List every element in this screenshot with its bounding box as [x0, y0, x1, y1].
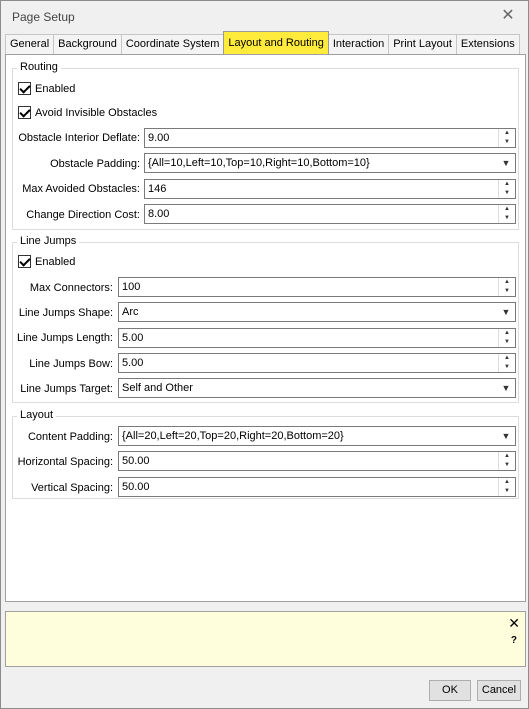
help-question-icon[interactable]: ? — [510, 635, 517, 646]
horizontal-spacing-stepper[interactable] — [118, 451, 516, 471]
line-jumps-bow-label: Line Jumps Bow: — [29, 358, 113, 370]
spinner-arrows-icon[interactable]: ▲ ▼ — [498, 452, 515, 470]
checkmark-icon — [18, 106, 31, 119]
routing-enabled-checkbox[interactable] — [18, 82, 75, 95]
line-jumps-length-value: 5.00 — [122, 332, 144, 344]
line-jumps-length-label: Line Jumps Length: — [16, 332, 113, 344]
spinner-arrows-icon[interactable]: ▲ ▼ — [498, 329, 515, 347]
tab-extensions[interactable]: Extensions — [456, 34, 520, 54]
line-jumps-shape-value: Arc — [122, 306, 139, 318]
line-jumps-group-title: Line Jumps — [17, 235, 79, 247]
window-title: Page Setup — [12, 10, 75, 24]
line-jumps-target-value: Self and Other — [122, 382, 193, 394]
horizontal-spacing-label: Horizontal Spacing: — [17, 456, 113, 468]
max-connectors-label: Max Connectors: — [29, 282, 113, 294]
routing-group-title: Routing — [17, 61, 61, 73]
obstacle-deflate-stepper[interactable] — [144, 128, 516, 148]
chevron-down-icon: ▼ — [501, 383, 511, 393]
ok-button[interactable]: OK — [429, 680, 471, 701]
obstacle-padding-value: {All=10,Left=10,Top=10,Right=10,Bottom=10} — [148, 157, 370, 169]
avoid-invisible-obstacles-label: Avoid Invisible Obstacles — [35, 106, 158, 119]
line-jumps-bow-value: 5.00 — [122, 357, 144, 369]
layout-group-title: Layout — [17, 409, 56, 421]
content-padding-label: Content Padding: — [27, 431, 113, 443]
change-direction-cost-value: 8.00 — [148, 208, 170, 220]
chevron-down-icon: ▼ — [501, 431, 511, 441]
chevron-down-icon: ▼ — [501, 158, 511, 168]
routing-enabled-label: Enabled — [35, 82, 76, 95]
obstacle-deflate-value: 9.00 — [148, 132, 170, 144]
spinner-arrows-icon[interactable]: ▲ ▼ — [498, 478, 515, 496]
spinner-arrows-icon[interactable]: ▲ ▼ — [498, 278, 515, 296]
tab-interaction[interactable]: Interaction — [328, 34, 389, 54]
spinner-arrows-icon[interactable]: ▲ ▼ — [498, 129, 515, 147]
spinner-arrows-icon[interactable]: ▲ ▼ — [498, 354, 515, 372]
checkmark-icon — [18, 82, 31, 95]
chevron-down-icon: ▼ — [501, 307, 511, 317]
horizontal-spacing-value: 50.00 — [122, 455, 150, 467]
tab-background[interactable]: Background — [53, 34, 122, 54]
tab-coordinate-system[interactable]: Coordinate System — [121, 34, 225, 54]
close-icon[interactable]: ✕ — [501, 7, 515, 24]
help-panel — [5, 611, 526, 667]
checkmark-icon — [18, 255, 31, 268]
line-jumps-target-label: Line Jumps Target: — [20, 383, 113, 395]
max-avoided-obstacles-label: Max Avoided Obstacles: — [22, 183, 140, 195]
change-direction-cost-label: Change Direction Cost: — [26, 209, 140, 221]
content-padding-value: {All=20,Left=20,Top=20,Right=20,Bottom=20} — [122, 430, 344, 442]
max-connectors-stepper[interactable] — [118, 277, 516, 297]
line-jumps-shape-dropdown[interactable] — [118, 302, 516, 322]
close-help-icon[interactable]: ✕ — [508, 615, 520, 631]
tab-print-layout[interactable]: Print Layout — [388, 34, 457, 54]
max-connectors-value: 100 — [122, 281, 141, 293]
vertical-spacing-value: 50.00 — [122, 481, 150, 493]
line-jumps-bow-stepper[interactable] — [118, 353, 516, 373]
cancel-button[interactable]: Cancel — [477, 680, 521, 701]
vertical-spacing-label: Vertical Spacing: — [31, 482, 113, 494]
obstacle-padding-label: Obstacle Padding: — [50, 158, 140, 170]
spinner-arrows-icon[interactable]: ▲ ▼ — [498, 205, 515, 223]
line-jumps-enabled-label: Enabled — [35, 255, 76, 268]
line-jumps-target-dropdown[interactable] — [118, 378, 516, 398]
tab-strip — [5, 34, 519, 54]
obstacle-padding-dropdown[interactable] — [144, 153, 516, 173]
avoid-invisible-obstacles-checkbox[interactable] — [18, 106, 157, 119]
change-direction-cost-stepper[interactable] — [144, 204, 516, 224]
line-jumps-shape-label: Line Jumps Shape: — [18, 307, 113, 319]
line-jumps-length-stepper[interactable] — [118, 328, 516, 348]
line-jumps-enabled-checkbox[interactable] — [18, 255, 75, 268]
spinner-arrows-icon[interactable]: ▲ ▼ — [498, 180, 515, 198]
title-bar — [1, 1, 528, 32]
tab-general[interactable]: General — [5, 34, 54, 54]
tab-content-panel — [5, 54, 526, 602]
content-padding-dropdown[interactable] — [118, 426, 516, 446]
tab-layout-and-routing[interactable]: Layout and Routing — [223, 31, 328, 54]
obstacle-deflate-label: Obstacle Interior Deflate: — [18, 132, 140, 144]
max-avoided-obstacles-value: 146 — [148, 183, 167, 195]
max-avoided-obstacles-stepper[interactable] — [144, 179, 516, 199]
vertical-spacing-stepper[interactable] — [118, 477, 516, 497]
